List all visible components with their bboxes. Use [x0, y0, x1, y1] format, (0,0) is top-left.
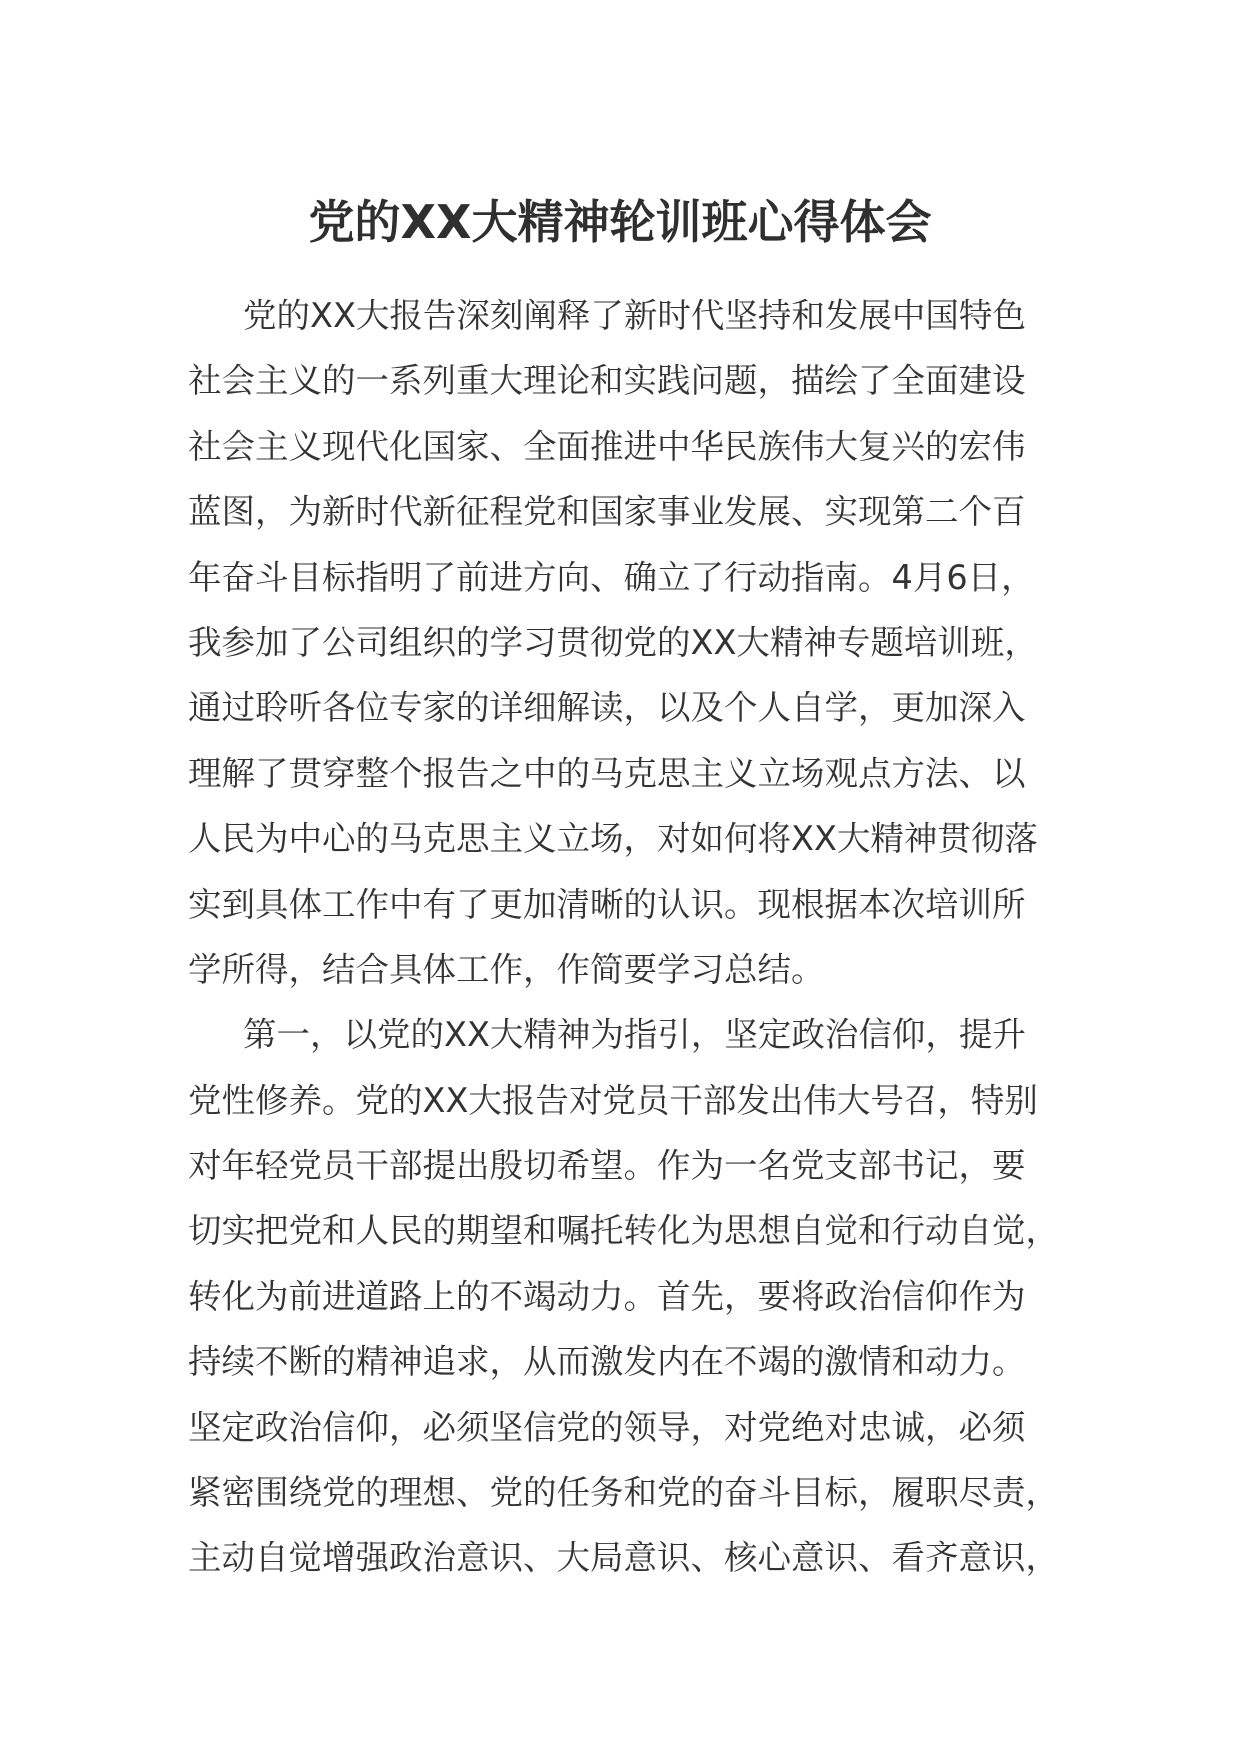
text-line: 通过聆听各位专家的详细解读，以及个人自学，更加深入: [188, 688, 1026, 728]
text-line: 坚定政治信仰，必须坚信党的领导，对党绝对忠诚，必须: [188, 1407, 1026, 1447]
text-line: 对年轻党员干部提出殷切希望。作为一名党支部书记，要: [188, 1146, 1026, 1186]
text-line: 切实把党和人民的期望和嘱托转化为思想自觉和行动自觉，: [188, 1211, 1059, 1251]
text-line: 实到具体工作中有了更加清晰的认识。现根据本次培训所: [188, 884, 1026, 924]
text-line: 党性修养。党的XX大报告对党员干部发出伟大号召，特别: [188, 1080, 1038, 1120]
text-line: 我参加了公司组织的学习贯彻党的XX大精神专题培训班，: [188, 622, 1038, 662]
text-line: 理解了贯穿整个报告之中的马克思主义立场观点方法、以: [188, 753, 1026, 793]
text-line: 持续不断的精神追求，从而激发内在不竭的激情和动力。: [188, 1342, 1026, 1382]
document-title: 党的XX大精神轮训班心得体会: [308, 195, 932, 249]
text-line: 社会主义的一系列重大理论和实践问题，描绘了全面建设: [188, 361, 1026, 401]
text-line: 第一，以党的XX大精神为指引，坚定政治信仰，提升: [243, 1015, 1026, 1055]
text-line: 紧密围绕党的理想、党的任务和党的奋斗目标，履职尽责，: [188, 1473, 1059, 1513]
document-body: [188, 283, 1058, 1591]
text-line: 主动自觉增强政治意识、大局意识、核心意识、看齐意识，: [188, 1538, 1059, 1578]
text-line: 人民为中心的马克思主义立场，对如何将XX大精神贯彻落: [188, 819, 1038, 859]
text-line: 蓝图，为新时代新征程党和国家事业发展、实现第二个百: [188, 492, 1026, 532]
text-line: 学所得，结合具体工作，作简要学习总结。: [188, 949, 825, 989]
text-line: 党的XX大报告深刻阐释了新时代坚持和发展中国特色: [243, 296, 1026, 335]
text-line: 社会主义现代化国家、全面推进中华民族伟大复兴的宏伟: [188, 426, 1026, 466]
text-line: 转化为前进道路上的不竭动力。首先，要将政治信仰作为: [188, 1276, 1026, 1316]
text-line: 年奋斗目标指明了前进方向、确立了行动指南。4月6日，: [188, 557, 1035, 597]
